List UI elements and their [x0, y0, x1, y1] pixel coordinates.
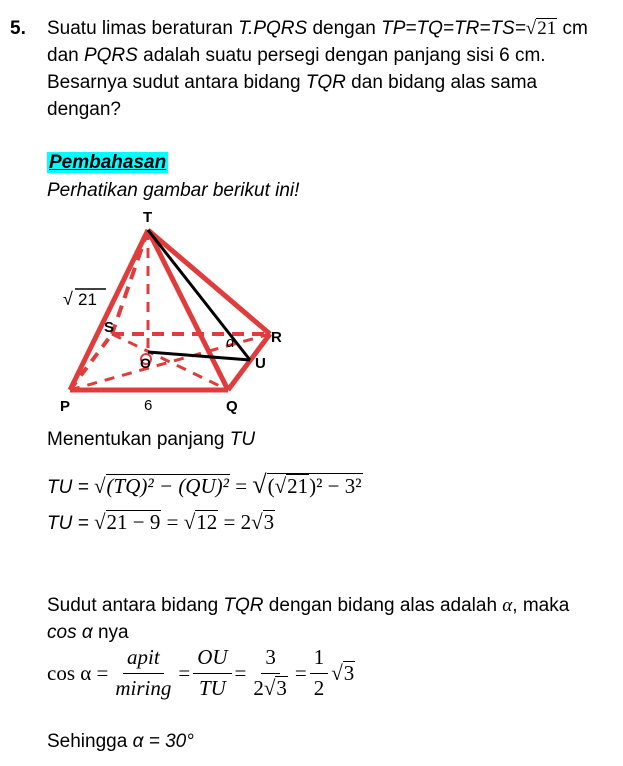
- label-Q: Q: [226, 398, 238, 415]
- label-side-6: 6: [144, 397, 153, 414]
- label-R: R: [271, 329, 282, 346]
- svg-text:√: √: [63, 289, 73, 309]
- svg-text:21: 21: [78, 290, 97, 309]
- solution-heading: Pembahasan: [49, 152, 167, 173]
- solution-intro: Perhatikan gambar berikut ini!: [47, 180, 300, 201]
- label-U: U: [255, 355, 266, 372]
- edge-TR: [148, 230, 270, 334]
- fraction-apit-miring: $\frac{\text{apit}}{\text{miring}}$: [115, 645, 172, 700]
- fraction-ou-tu: $\frac{OU}{TU}$: [193, 645, 231, 700]
- label-alpha: α: [226, 334, 235, 351]
- sqrt-21: √21: [525, 18, 557, 39]
- label-S: S: [104, 319, 115, 336]
- equation-cos: cos α = $\frac{\text{apit}}{\text{miring}}$ = $\frac{OU}{TU}$ = $\frac{3}{2√3}$ = $\frac{1}{2}$ √3: [47, 645, 355, 700]
- label-O: O: [140, 355, 151, 371]
- edge-TP: [70, 230, 148, 390]
- problem-line-3: Besarnya sudut antara bidang TQR dan bidang alas sama: [47, 72, 538, 93]
- problem-number: 5.: [10, 18, 26, 39]
- step-1-title: Menentukan panjang TU: [47, 429, 256, 450]
- pyramid-edges: [70, 230, 270, 390]
- step-2-line-1: Sudut antara bidang TQR dengan bidang alas adalah α, maka: [47, 595, 570, 616]
- problem-line-4: dengan?: [47, 99, 121, 120]
- line-TU: [148, 230, 250, 360]
- equation-1: TU = √(TQ)² − (QU)² = √(√21)² − 3²: [47, 470, 362, 499]
- diagonal-PR: [70, 334, 270, 390]
- label-T: T: [143, 209, 153, 226]
- step-2-line-2: cos α nya: [47, 622, 129, 643]
- conclusion: Sehingga α = 30°: [47, 731, 194, 752]
- problem-line-2: dan PQRS adalah suatu persegi dengan panjang sisi 6 cm.: [47, 45, 546, 66]
- label-edge-sqrt21: [63, 289, 106, 309]
- fraction-1-2: $\frac{1}{2}$: [310, 645, 329, 700]
- diagonal-SQ: [112, 334, 228, 390]
- label-P: P: [60, 398, 71, 415]
- fraction-3-2sqrt3: $\frac{3}{2√3}$: [253, 645, 287, 700]
- problem-line-1: Suatu limas beraturan T.PQRS dengan TP=TQ=TR=TS=√21 cm: [47, 18, 588, 39]
- equation-2: TU = √21 − 9 = √12 = 2√3: [47, 510, 275, 534]
